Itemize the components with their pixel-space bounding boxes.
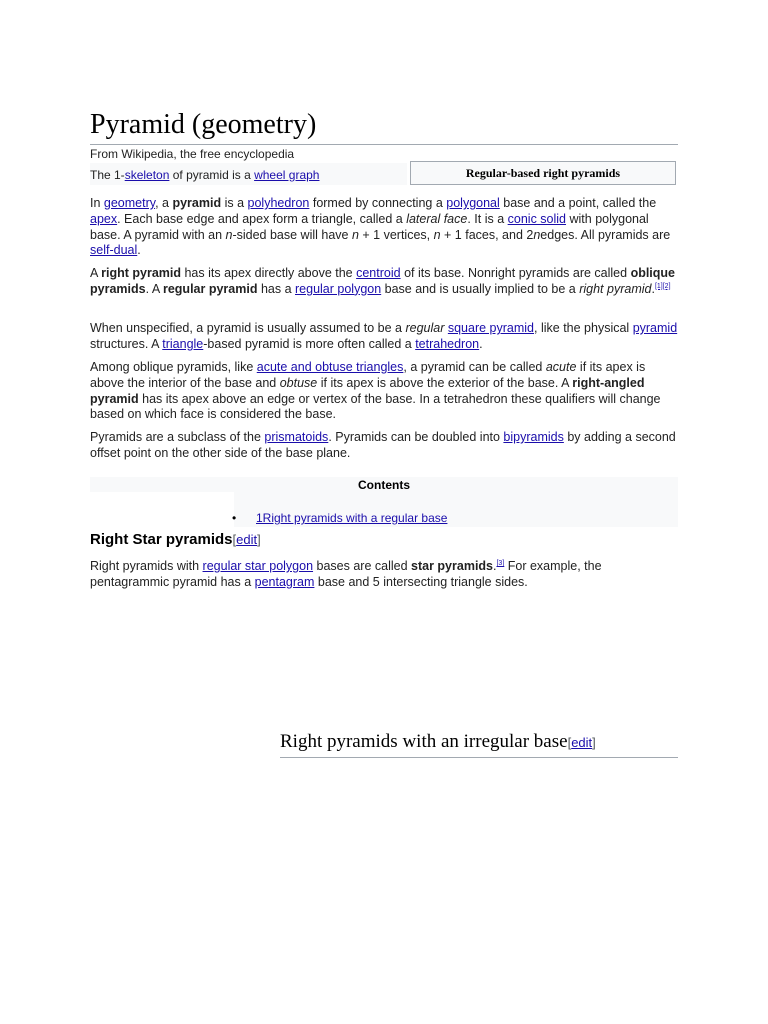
text: has its apex directly above the — [181, 266, 357, 280]
paragraph-oblique — [90, 360, 680, 423]
text: + 1 faces, and 2 — [440, 227, 534, 242]
reference-link[interactable]: [3] — [496, 559, 505, 567]
text: . It is a — [467, 211, 508, 226]
infobox-header: Regular-based right pyramids — [410, 161, 676, 185]
italic-term: n — [433, 227, 441, 242]
section-heading-right-star-pyramids — [90, 531, 261, 548]
caption-text: of pyramid is a — [169, 168, 255, 182]
text: , like the physical — [534, 321, 633, 335]
italic-term: n — [351, 227, 359, 242]
text: structures. A — [90, 336, 163, 351]
paragraph-intro — [90, 196, 680, 259]
text: Among oblique pyramids, like — [90, 360, 257, 374]
italic-term: right pyramid — [579, 281, 652, 296]
text: Pyramids are a subclass of the — [90, 430, 265, 444]
italic-term: lateral face — [406, 211, 468, 226]
italic-term: n — [225, 227, 233, 242]
text: . — [493, 559, 497, 573]
text: Right pyramids with — [90, 559, 203, 573]
link-tetrahedron[interactable]: tetrahedron — [415, 336, 480, 351]
text: In — [90, 196, 104, 210]
bracket: ] — [592, 735, 596, 750]
link-bipyramids[interactable]: bipyramids — [503, 430, 564, 444]
text: has a — [257, 281, 295, 296]
text: , a — [155, 196, 173, 210]
link-centroid[interactable]: centroid — [356, 266, 401, 280]
link-prismatoids[interactable]: prismatoids — [264, 430, 329, 444]
text: is a — [221, 196, 248, 210]
reference-marker — [655, 283, 671, 290]
link-geometry[interactable]: geometry — [103, 196, 156, 210]
text: formed by connecting a — [309, 196, 447, 210]
heading-text: Right pyramids with an irregular base — [280, 731, 568, 752]
text: if its apex is above the interior of the base and — [90, 360, 646, 390]
heading-text: Right Star pyramids — [90, 531, 233, 548]
page-title: Pyramid (geometry) — [90, 108, 678, 145]
bold-term: regular pyramid — [162, 281, 258, 296]
section-edit — [568, 735, 596, 750]
toc-bullet: • — [232, 511, 237, 525]
bold-term: right pyramid — [101, 266, 181, 280]
bold-term: oblique pyramids — [90, 266, 676, 296]
edit-link[interactable]: edit — [571, 735, 593, 750]
caption-text: The 1- — [90, 168, 125, 182]
reference-link[interactable]: [1][2] — [654, 282, 671, 290]
bold-term: star pyramids — [411, 559, 493, 573]
site-tagline: From Wikipedia, the free encyclopedia — [90, 147, 295, 161]
text: . Each base edge and apex form a triangle, called a — [117, 211, 407, 226]
text: . — [137, 243, 141, 258]
bracket: [ — [232, 532, 237, 547]
text: A — [90, 266, 102, 280]
link-self-dual[interactable]: self-dual — [90, 243, 138, 258]
text: if its apex is above the exterior of the base. A — [317, 375, 573, 390]
text: bases are called — [313, 559, 412, 573]
link-polygonal[interactable]: polygonal — [446, 196, 500, 210]
link-square-pyramid[interactable]: square pyramid — [447, 321, 535, 335]
toc-spacer — [90, 492, 237, 527]
text: . — [479, 336, 483, 351]
link-regular-star-polygon[interactable]: regular star polygon — [202, 559, 314, 573]
text: When unspecified, a pyramid is usually assumed to be a — [90, 321, 406, 335]
text: base and 5 intersecting triangle sides. — [314, 574, 528, 589]
text: edges. All pyramids are — [540, 227, 671, 242]
link-wheel-graph[interactable]: wheel graph — [254, 168, 320, 182]
link-apex[interactable]: apex — [90, 211, 118, 226]
text: with polygonal base. A pyramid with an — [90, 211, 649, 242]
text: . Pyramids can be doubled into — [328, 430, 504, 444]
text: , a pyramid can be called — [403, 360, 546, 374]
text: . — [651, 281, 655, 296]
link-pyramid[interactable]: pyramid — [632, 321, 678, 335]
text: by adding a second offset point on the other side of the base plane. — [90, 430, 676, 460]
link-acute-obtuse-triangles[interactable]: acute and obtuse triangles — [256, 360, 404, 374]
section-heading-irregular-base — [280, 729, 678, 758]
text: has its apex above an edge or vertex of the base. In a tetrahedron these qualifiers will change based on which face is considered the base. — [90, 391, 661, 422]
text: -sided base will have — [232, 227, 352, 242]
paragraph-unspecified — [90, 321, 680, 353]
toc-title: Contents — [358, 478, 410, 492]
link-skeleton[interactable]: skeleton — [124, 168, 170, 182]
text: For example, the pentagrammic pyramid has a — [90, 559, 602, 589]
section-edit — [233, 532, 261, 547]
bracket: [ — [567, 735, 572, 750]
infobox-caption — [90, 163, 407, 185]
link-pentagram[interactable]: pentagram — [254, 574, 315, 589]
text: + 1 vertices, — [358, 227, 434, 242]
edit-link[interactable]: edit — [236, 532, 258, 547]
paragraph-subclass — [90, 430, 680, 462]
text: base and is usually implied to be a — [381, 281, 580, 296]
link-polyhedron[interactable]: polyhedron — [247, 196, 310, 210]
bracket: ] — [257, 532, 261, 547]
bold-term: right-angled pyramid — [90, 375, 645, 406]
text: -based pyramid is more often called a — [203, 336, 416, 351]
italic-term: acute — [545, 360, 577, 374]
text: of its base. Nonright pyramids are called — [400, 266, 631, 280]
link-regular-polygon[interactable]: regular polygon — [295, 281, 382, 296]
paragraph-right-pyramid — [90, 266, 680, 298]
italic-term: n — [533, 227, 541, 242]
link-triangle[interactable]: triangle — [162, 336, 204, 351]
toc-item-right-pyramids-regular-base[interactable]: 1Right pyramids with a regular base — [256, 511, 448, 525]
bold-term: pyramid — [172, 196, 222, 210]
italic-term: regular — [405, 321, 445, 335]
paragraph-star-pyramids — [90, 559, 680, 591]
link-conic-solid[interactable]: conic solid — [507, 211, 567, 226]
italic-term: obtuse — [279, 375, 318, 390]
text: base and a point, called the — [499, 196, 657, 210]
text: . A — [145, 281, 163, 296]
